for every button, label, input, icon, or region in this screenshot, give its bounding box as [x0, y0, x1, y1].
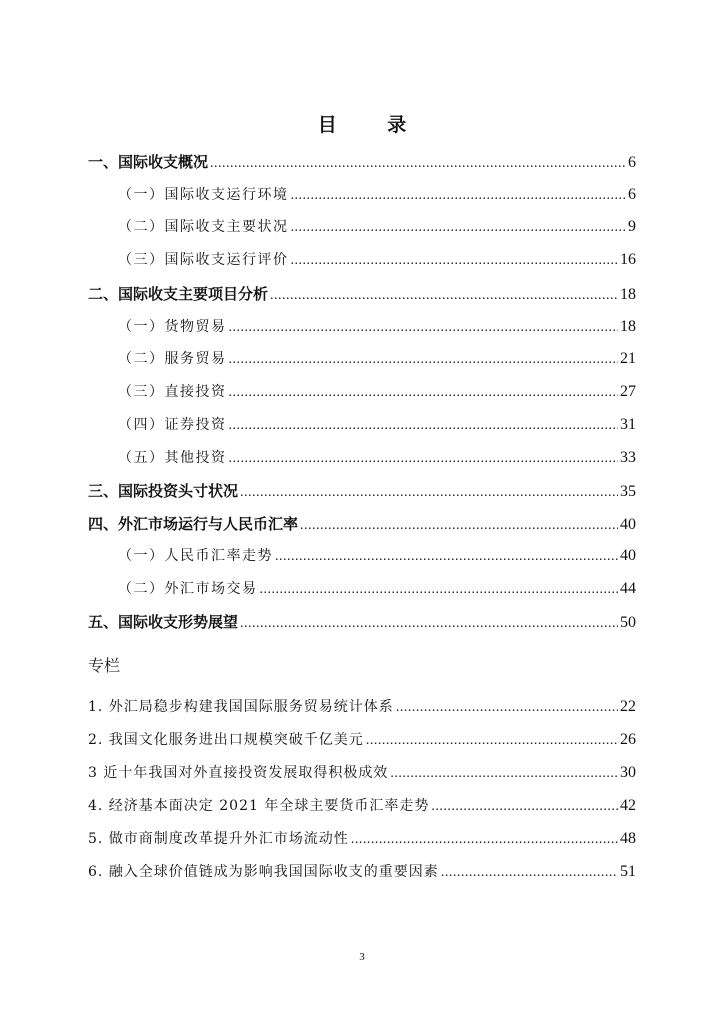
- special-entry-label: 3 近十年我国对外直接投资发展取得积极成效: [88, 765, 389, 781]
- toc-leader: [229, 314, 619, 342]
- toc-entry-label: （四）证券投资: [118, 417, 227, 433]
- special-entry[interactable]: [88, 858, 636, 886]
- toc-entry-label: 四、外汇市场运行与人民币汇率: [88, 515, 299, 533]
- toc-entry[interactable]: [88, 477, 636, 505]
- toc-entry[interactable]: [88, 510, 636, 538]
- toc-entry-label: 二、国际收支主要项目分析: [88, 285, 269, 303]
- toc-leader: [431, 793, 618, 821]
- toc-leader: [229, 445, 619, 473]
- toc-leader: [229, 346, 619, 374]
- toc-entry-page: 40: [620, 547, 636, 564]
- toc-leader: [240, 479, 618, 507]
- toc-entry-label: （二）外汇市场交易: [118, 581, 258, 597]
- special-entry-page: 30: [620, 764, 636, 781]
- toc-entry[interactable]: [118, 213, 636, 241]
- toc-entry-page: 6: [628, 186, 636, 203]
- toc-entry-label: （二）服务贸易: [118, 351, 227, 367]
- special-entry-label: 1. 外汇局稳步构建我国国际服务贸易统计体系: [88, 699, 394, 715]
- toc-entry[interactable]: [88, 608, 636, 636]
- toc-leader: [291, 182, 627, 210]
- toc-entry[interactable]: [118, 575, 636, 603]
- special-entry-page: 42: [620, 797, 636, 814]
- toc-entry-page: 27: [620, 383, 636, 400]
- toc-entry[interactable]: [88, 148, 636, 176]
- toc-entry-label: （一）货物贸易: [118, 319, 227, 335]
- toc-entry[interactable]: [118, 444, 636, 472]
- special-entry-label: 2. 我国文化服务进出口规模突破千亿美元: [88, 732, 364, 748]
- toc-leader: [260, 576, 619, 604]
- toc-leader: [229, 412, 619, 440]
- toc-leader: [366, 727, 618, 755]
- toc-entry-label: （五）其他投资: [118, 450, 227, 466]
- toc-entry-page: 18: [620, 318, 636, 335]
- toc-entry-page: 9: [628, 218, 636, 235]
- toc-entry-label: （一）人民币汇率走势: [118, 548, 273, 564]
- toc-leader: [240, 610, 618, 638]
- toc-entry-page: 6: [628, 154, 636, 171]
- toc-leader: [210, 150, 626, 178]
- toc-entry-label: 五、国际收支形势展望: [88, 613, 239, 631]
- specials-heading: 专栏: [88, 656, 121, 675]
- toc-entry-label: 一、国际收支概况: [88, 153, 209, 171]
- special-entry[interactable]: [88, 825, 636, 853]
- toc-entry-page: 16: [620, 251, 636, 268]
- special-entry-page: 48: [620, 830, 636, 847]
- special-entry-label: 5. 做市商制度改革提升外汇市场流动性: [88, 831, 349, 847]
- toc-leader: [390, 760, 618, 788]
- toc-leader: [291, 247, 619, 275]
- toc-leader: [275, 543, 618, 571]
- toc-entry[interactable]: [118, 378, 636, 406]
- toc-entry-label: 三、国际投资头寸状况: [88, 482, 239, 500]
- toc-entry[interactable]: [118, 411, 636, 439]
- special-entry[interactable]: [88, 792, 636, 820]
- toc-leader: [351, 826, 618, 854]
- toc-entry-label: （三）国际收支运行评价: [118, 252, 289, 268]
- toc-entry[interactable]: [118, 313, 636, 341]
- toc-entry-page: 21: [620, 350, 636, 367]
- special-entry-label: 4. 经济基本面决定 2021 年全球主要货币汇率走势: [88, 798, 430, 814]
- special-entry[interactable]: [88, 693, 636, 721]
- toc-leader: [229, 379, 619, 407]
- toc-entry-label: （二）国际收支主要状况: [118, 219, 289, 235]
- special-entry-page: 51: [620, 863, 636, 880]
- toc-leader: [396, 694, 618, 722]
- special-entry[interactable]: [88, 759, 636, 787]
- special-entry-label: 6. 融入全球价值链成为影响我国国际收支的重要因素: [88, 864, 439, 880]
- toc-entry[interactable]: [118, 181, 636, 209]
- toc-leader: [441, 859, 618, 887]
- toc-entry-page: 50: [620, 614, 636, 631]
- toc-entry[interactable]: [118, 246, 636, 274]
- page-number: 3: [359, 951, 365, 963]
- toc-entry-page: 35: [620, 483, 636, 500]
- toc-entry-label: （一）国际收支运行环境: [118, 187, 289, 203]
- toc-entry-page: 18: [620, 286, 636, 303]
- special-entry[interactable]: [88, 726, 636, 754]
- toc-leader: [300, 512, 618, 540]
- special-entry-page: 22: [620, 698, 636, 715]
- toc-leader: [270, 282, 618, 310]
- toc-entry-label: （三）直接投资: [118, 384, 227, 400]
- toc-title: 目 录: [317, 114, 429, 136]
- toc-entry-page: 31: [620, 416, 636, 433]
- toc-entry[interactable]: [88, 280, 636, 308]
- special-entry-page: 26: [620, 731, 636, 748]
- toc-entry[interactable]: [118, 542, 636, 570]
- toc-leader: [291, 214, 627, 242]
- toc-entry-page: 44: [620, 580, 636, 597]
- toc-entry-page: 40: [620, 516, 636, 533]
- toc-entry[interactable]: [118, 345, 636, 373]
- toc-entry-page: 33: [620, 449, 636, 466]
